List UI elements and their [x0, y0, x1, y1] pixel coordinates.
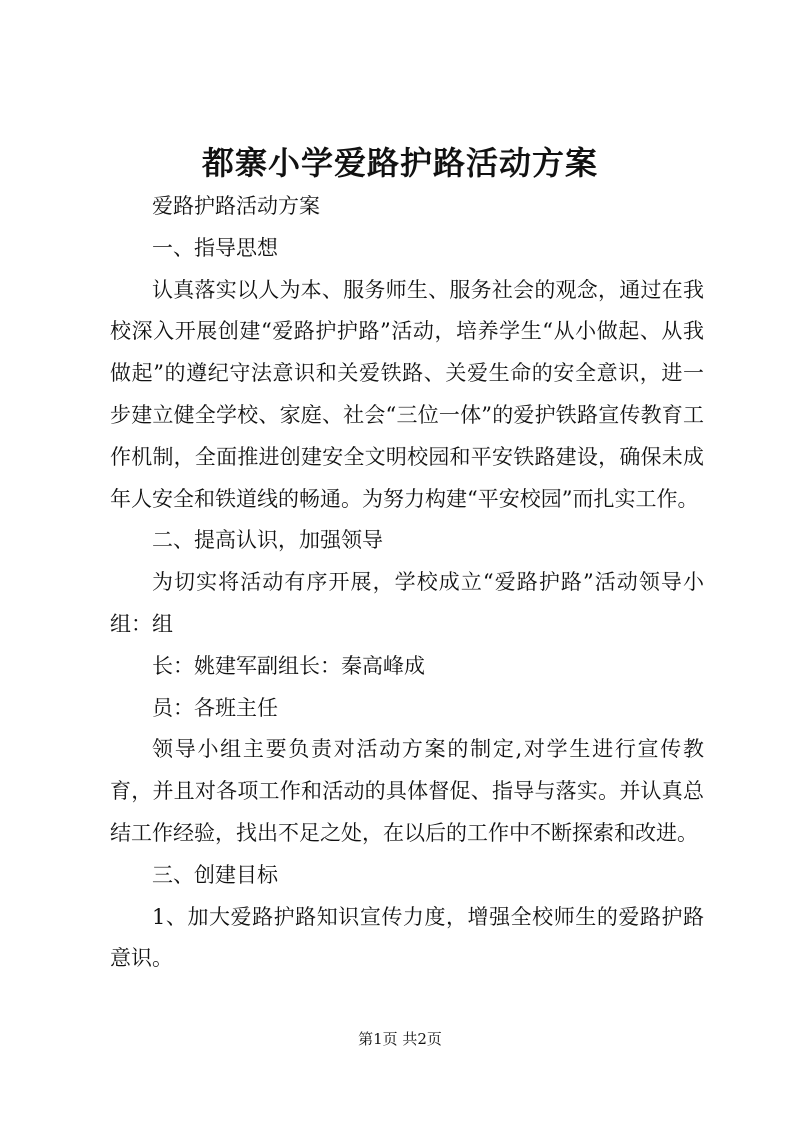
document-title: 都寨小学爱路护路活动方案 [201, 144, 598, 182]
section-heading-2: 二、提高认识，加强领导 [152, 528, 383, 553]
body-paragraph: 员：各班主任 [152, 695, 278, 720]
section-heading-3: 三、创建目标 [152, 862, 278, 887]
body-paragraph: 领导小组主要负责对活动方案的制定,对学生进行宣传教育，并且对各项工作和活动的具体督促、指导与落实。并认真总结工作经验，找出不足之处，在以后的工作中不断探索和改进。 [110, 737, 704, 845]
body-paragraph: 长：姚建军副组长：秦高峰成 [152, 653, 425, 678]
body-paragraph: 认真落实以人为本、服务师生、服务社会的观念，通过在我校深入开展创建“爱路护护路”活动，培养学生“从小做起、从我做起”的遵纪守法意识和关爱铁路、关爱生命的安全意识，进一步建立健全学校、家庭、社会“三位一体”的爱护铁路宣传教育工作机制，全面推进创建安全文明校园和平安铁路建设，确保未成年人安全和铁道线的畅通。为努力构建“平安校园”而扎实工作。 [110, 277, 704, 511]
section-heading-1: 一、指导思想 [152, 235, 278, 260]
subtitle-paragraph: 爱路护路活动方案 [152, 194, 320, 218]
body-paragraph: 为切实将活动有序开展，学校成立“爱路护路”活动领导小组：组 [110, 570, 704, 636]
document-body [110, 186, 704, 980]
page-footer: 第1页 共2页 [358, 1030, 442, 1048]
body-paragraph: 1、加大爱路护路知识宣传力度，增强全校师生的爱路护路意识。 [110, 904, 704, 971]
